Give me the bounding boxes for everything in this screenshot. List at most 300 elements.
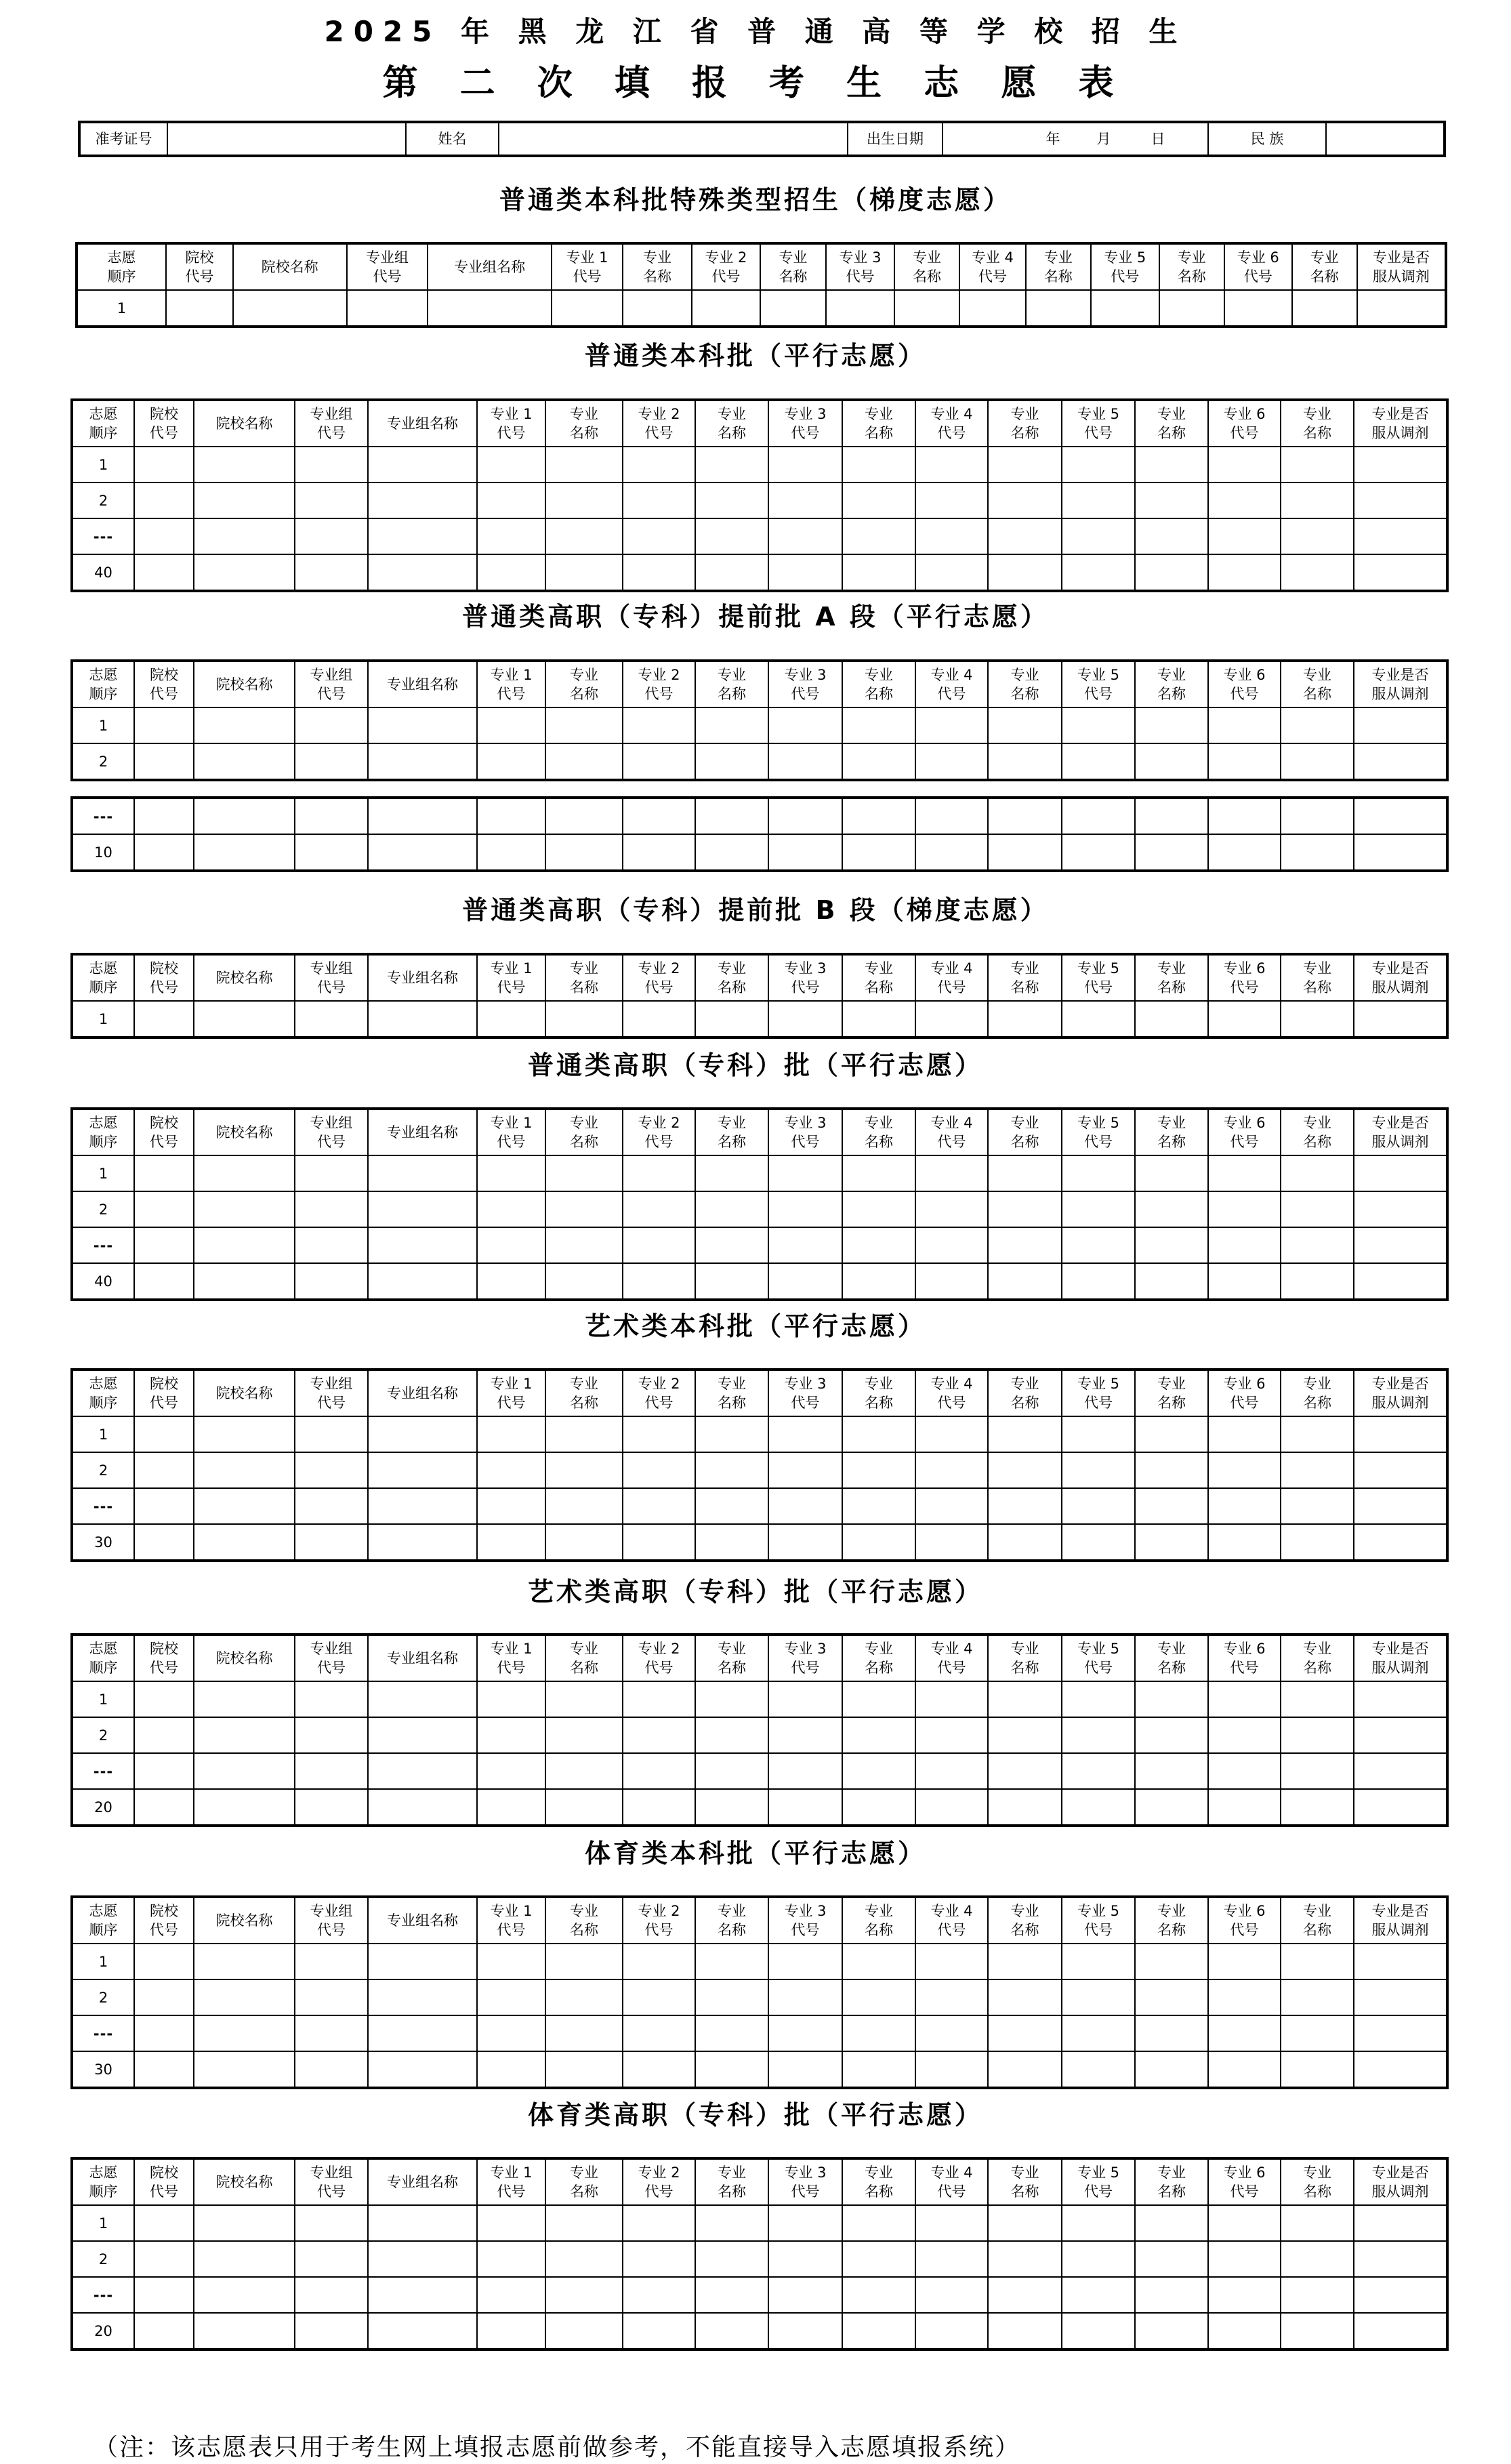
input-cell[interactable] — [842, 1452, 915, 1488]
input-cell[interactable] — [295, 1753, 368, 1789]
input-cell[interactable] — [1354, 1488, 1447, 1524]
input-cell[interactable] — [1208, 1789, 1281, 1826]
input-cell[interactable] — [477, 1452, 545, 1488]
input-cell[interactable] — [1354, 834, 1447, 871]
input-cell[interactable] — [842, 1488, 915, 1524]
input-cell[interactable] — [477, 2277, 545, 2313]
input-cell[interactable] — [842, 2277, 915, 2313]
input-cell[interactable] — [695, 1753, 768, 1789]
input-cell[interactable] — [695, 798, 768, 834]
input-cell[interactable] — [623, 2205, 695, 2241]
input-cell[interactable] — [134, 1681, 194, 1717]
input-cell[interactable] — [695, 2205, 768, 2241]
ethnicity-field[interactable] — [1326, 122, 1445, 156]
input-cell[interactable] — [1281, 1717, 1354, 1753]
input-cell[interactable] — [1281, 2277, 1354, 2313]
input-cell[interactable] — [194, 743, 295, 780]
input-cell[interactable] — [194, 2277, 295, 2313]
input-cell[interactable] — [988, 1524, 1062, 1561]
input-cell[interactable] — [695, 2051, 768, 2088]
input-cell[interactable] — [1354, 482, 1447, 518]
input-cell[interactable] — [842, 1416, 915, 1452]
input-cell[interactable] — [1135, 2015, 1208, 2051]
input-cell[interactable] — [368, 447, 477, 482]
input-cell[interactable] — [695, 447, 768, 482]
input-cell[interactable] — [1062, 1753, 1135, 1789]
input-cell[interactable] — [988, 1001, 1062, 1038]
input-cell[interactable] — [1062, 1191, 1135, 1227]
input-cell[interactable] — [1062, 2051, 1135, 2088]
input-cell[interactable] — [1354, 1227, 1447, 1263]
input-cell[interactable] — [134, 1717, 194, 1753]
input-cell[interactable] — [1208, 2205, 1281, 2241]
input-cell[interactable] — [915, 1681, 988, 1717]
input-cell[interactable] — [477, 2313, 545, 2349]
input-cell[interactable] — [988, 1227, 1062, 1263]
input-cell[interactable] — [768, 1227, 842, 1263]
input-cell[interactable] — [623, 482, 695, 518]
input-cell[interactable] — [1354, 1001, 1447, 1038]
input-cell[interactable] — [295, 1979, 368, 2015]
input-cell[interactable] — [623, 1416, 695, 1452]
input-cell[interactable] — [194, 2241, 295, 2277]
input-cell[interactable] — [295, 1263, 368, 1300]
input-cell[interactable] — [368, 1155, 477, 1191]
input-cell[interactable] — [1135, 743, 1208, 780]
input-cell[interactable] — [1281, 1789, 1354, 1826]
input-cell[interactable] — [1281, 482, 1354, 518]
input-cell[interactable] — [477, 447, 545, 482]
input-cell[interactable] — [1135, 1979, 1208, 2015]
input-cell[interactable] — [623, 1753, 695, 1789]
input-cell[interactable] — [623, 1717, 695, 1753]
input-cell[interactable] — [194, 1191, 295, 1227]
input-cell[interactable] — [477, 1001, 545, 1038]
input-cell[interactable] — [842, 1753, 915, 1789]
input-cell[interactable] — [623, 2313, 695, 2349]
input-cell[interactable] — [894, 290, 959, 327]
input-cell[interactable] — [695, 1227, 768, 1263]
input-cell[interactable] — [368, 1681, 477, 1717]
input-cell[interactable] — [477, 2015, 545, 2051]
input-cell[interactable] — [1224, 290, 1292, 327]
input-cell[interactable] — [194, 1524, 295, 1561]
input-cell[interactable] — [368, 1789, 477, 1826]
input-cell[interactable] — [695, 554, 768, 591]
input-cell[interactable] — [915, 1789, 988, 1826]
input-cell[interactable] — [988, 1416, 1062, 1452]
input-cell[interactable] — [368, 2051, 477, 2088]
input-cell[interactable] — [1354, 447, 1447, 482]
input-cell[interactable] — [1062, 1263, 1135, 1300]
input-cell[interactable] — [194, 834, 295, 871]
input-cell[interactable] — [1208, 707, 1281, 743]
input-cell[interactable] — [1062, 1227, 1135, 1263]
input-cell[interactable] — [623, 447, 695, 482]
input-cell[interactable] — [842, 1717, 915, 1753]
input-cell[interactable] — [623, 1263, 695, 1300]
input-cell[interactable] — [134, 1789, 194, 1826]
input-cell[interactable] — [295, 743, 368, 780]
input-cell[interactable] — [1062, 1979, 1135, 2015]
input-cell[interactable] — [1135, 1524, 1208, 1561]
input-cell[interactable] — [842, 447, 915, 482]
input-cell[interactable] — [695, 2313, 768, 2349]
input-cell[interactable] — [915, 834, 988, 871]
input-cell[interactable] — [988, 1452, 1062, 1488]
input-cell[interactable] — [368, 2205, 477, 2241]
input-cell[interactable] — [768, 2241, 842, 2277]
input-cell[interactable] — [695, 1001, 768, 1038]
input-cell[interactable] — [295, 798, 368, 834]
input-cell[interactable] — [295, 834, 368, 871]
input-cell[interactable] — [368, 1001, 477, 1038]
input-cell[interactable] — [1135, 1001, 1208, 1038]
input-cell[interactable] — [1062, 1155, 1135, 1191]
input-cell[interactable] — [623, 554, 695, 591]
input-cell[interactable] — [368, 1452, 477, 1488]
input-cell[interactable] — [477, 482, 545, 518]
input-cell[interactable] — [1354, 1155, 1447, 1191]
input-cell[interactable] — [915, 1001, 988, 1038]
input-cell[interactable] — [477, 707, 545, 743]
input-cell[interactable] — [194, 1944, 295, 1979]
input-cell[interactable] — [915, 1263, 988, 1300]
input-cell[interactable] — [1281, 1944, 1354, 1979]
input-cell[interactable] — [194, 707, 295, 743]
input-cell[interactable] — [1208, 1717, 1281, 1753]
input-cell[interactable] — [545, 1191, 623, 1227]
input-cell[interactable] — [166, 290, 233, 327]
input-cell[interactable] — [915, 1944, 988, 1979]
input-cell[interactable] — [1354, 554, 1447, 591]
input-cell[interactable] — [194, 447, 295, 482]
input-cell[interactable] — [134, 2313, 194, 2349]
input-cell[interactable] — [194, 1416, 295, 1452]
input-cell[interactable] — [134, 1227, 194, 1263]
input-cell[interactable] — [295, 482, 368, 518]
input-cell[interactable] — [1281, 2205, 1354, 2241]
input-cell[interactable] — [623, 798, 695, 834]
input-cell[interactable] — [1091, 290, 1159, 327]
input-cell[interactable] — [1135, 1488, 1208, 1524]
input-cell[interactable] — [1354, 518, 1447, 554]
input-cell[interactable] — [768, 1488, 842, 1524]
input-cell[interactable] — [1135, 1717, 1208, 1753]
input-cell[interactable] — [1062, 798, 1135, 834]
input-cell[interactable] — [545, 1681, 623, 1717]
input-cell[interactable] — [477, 1263, 545, 1300]
input-cell[interactable] — [545, 1979, 623, 2015]
input-cell[interactable] — [1281, 518, 1354, 554]
input-cell[interactable] — [623, 1227, 695, 1263]
input-cell[interactable] — [623, 2051, 695, 2088]
input-cell[interactable] — [1208, 1524, 1281, 1561]
input-cell[interactable] — [842, 1001, 915, 1038]
input-cell[interactable] — [915, 1452, 988, 1488]
input-cell[interactable] — [1208, 1227, 1281, 1263]
input-cell[interactable] — [988, 447, 1062, 482]
input-cell[interactable] — [194, 1753, 295, 1789]
input-cell[interactable] — [915, 2015, 988, 2051]
input-cell[interactable] — [295, 2015, 368, 2051]
input-cell[interactable] — [915, 447, 988, 482]
input-cell[interactable] — [194, 798, 295, 834]
input-cell[interactable] — [1208, 1263, 1281, 1300]
input-cell[interactable] — [988, 798, 1062, 834]
input-cell[interactable] — [1208, 2051, 1281, 2088]
input-cell[interactable] — [623, 834, 695, 871]
input-cell[interactable] — [695, 2015, 768, 2051]
input-cell[interactable] — [134, 482, 194, 518]
input-cell[interactable] — [988, 1717, 1062, 1753]
input-cell[interactable] — [134, 1155, 194, 1191]
input-cell[interactable] — [194, 1681, 295, 1717]
input-cell[interactable] — [915, 2313, 988, 2349]
input-cell[interactable] — [295, 1227, 368, 1263]
input-cell[interactable] — [768, 1416, 842, 1452]
input-cell[interactable] — [477, 743, 545, 780]
input-cell[interactable] — [1062, 1416, 1135, 1452]
input-cell[interactable] — [768, 1979, 842, 2015]
input-cell[interactable] — [1135, 1155, 1208, 1191]
input-cell[interactable] — [545, 2015, 623, 2051]
input-cell[interactable] — [1281, 1524, 1354, 1561]
input-cell[interactable] — [623, 1944, 695, 1979]
input-cell[interactable] — [477, 2205, 545, 2241]
input-cell[interactable] — [1062, 1452, 1135, 1488]
input-cell[interactable] — [915, 707, 988, 743]
input-cell[interactable] — [988, 554, 1062, 591]
input-cell[interactable] — [295, 1789, 368, 1826]
input-cell[interactable] — [134, 2277, 194, 2313]
input-cell[interactable] — [623, 2277, 695, 2313]
input-cell[interactable] — [477, 1681, 545, 1717]
input-cell[interactable] — [842, 518, 915, 554]
input-cell[interactable] — [768, 1263, 842, 1300]
input-cell[interactable] — [768, 1155, 842, 1191]
input-cell[interactable] — [842, 798, 915, 834]
input-cell[interactable] — [545, 1789, 623, 1826]
input-cell[interactable] — [842, 1681, 915, 1717]
input-cell[interactable] — [1354, 2205, 1447, 2241]
input-cell[interactable] — [295, 1452, 368, 1488]
input-cell[interactable] — [194, 2205, 295, 2241]
input-cell[interactable] — [295, 1524, 368, 1561]
input-cell[interactable] — [988, 1488, 1062, 1524]
input-cell[interactable] — [1062, 1488, 1135, 1524]
input-cell[interactable] — [915, 2205, 988, 2241]
input-cell[interactable] — [545, 482, 623, 518]
input-cell[interactable] — [988, 2241, 1062, 2277]
input-cell[interactable] — [959, 290, 1025, 327]
input-cell[interactable] — [768, 554, 842, 591]
input-cell[interactable] — [623, 707, 695, 743]
input-cell[interactable] — [1281, 2241, 1354, 2277]
input-cell[interactable] — [194, 2051, 295, 2088]
input-cell[interactable] — [842, 554, 915, 591]
input-cell[interactable] — [1208, 1681, 1281, 1717]
input-cell[interactable] — [368, 1227, 477, 1263]
input-cell[interactable] — [368, 482, 477, 518]
input-cell[interactable] — [295, 447, 368, 482]
input-cell[interactable] — [1281, 1681, 1354, 1717]
input-cell[interactable] — [545, 554, 623, 591]
input-cell[interactable] — [194, 1227, 295, 1263]
input-cell[interactable] — [1354, 743, 1447, 780]
input-cell[interactable] — [768, 2051, 842, 2088]
input-cell[interactable] — [915, 1155, 988, 1191]
input-cell[interactable] — [768, 1001, 842, 1038]
input-cell[interactable] — [1354, 2277, 1447, 2313]
input-cell[interactable] — [1062, 1717, 1135, 1753]
input-cell[interactable] — [1281, 1155, 1354, 1191]
input-cell[interactable] — [368, 2277, 477, 2313]
input-cell[interactable] — [623, 1191, 695, 1227]
input-cell[interactable] — [134, 2015, 194, 2051]
input-cell[interactable] — [1281, 1191, 1354, 1227]
input-cell[interactable] — [1208, 1488, 1281, 1524]
input-cell[interactable] — [1208, 518, 1281, 554]
input-cell[interactable] — [1354, 1263, 1447, 1300]
input-cell[interactable] — [368, 1488, 477, 1524]
input-cell[interactable] — [768, 1753, 842, 1789]
input-cell[interactable] — [842, 743, 915, 780]
input-cell[interactable] — [1281, 1416, 1354, 1452]
input-cell[interactable] — [1281, 2313, 1354, 2349]
input-cell[interactable] — [545, 1717, 623, 1753]
input-cell[interactable] — [1281, 2015, 1354, 2051]
input-cell[interactable] — [695, 1979, 768, 2015]
input-cell[interactable] — [545, 2277, 623, 2313]
input-cell[interactable] — [134, 1263, 194, 1300]
input-cell[interactable] — [1062, 554, 1135, 591]
input-cell[interactable] — [768, 2015, 842, 2051]
input-cell[interactable] — [1135, 482, 1208, 518]
input-cell[interactable] — [1159, 290, 1224, 327]
input-cell[interactable] — [545, 2241, 623, 2277]
input-cell[interactable] — [545, 707, 623, 743]
input-cell[interactable] — [477, 554, 545, 591]
input-cell[interactable] — [768, 1191, 842, 1227]
input-cell[interactable] — [368, 2241, 477, 2277]
input-cell[interactable] — [1354, 1944, 1447, 1979]
input-cell[interactable] — [477, 1753, 545, 1789]
input-cell[interactable] — [1135, 1681, 1208, 1717]
input-cell[interactable] — [1135, 2051, 1208, 2088]
input-cell[interactable] — [477, 1524, 545, 1561]
input-cell[interactable] — [1062, 1681, 1135, 1717]
input-cell[interactable] — [295, 1416, 368, 1452]
input-cell[interactable] — [842, 2205, 915, 2241]
input-cell[interactable] — [295, 1717, 368, 1753]
input-cell[interactable] — [768, 1524, 842, 1561]
input-cell[interactable] — [1135, 2277, 1208, 2313]
input-cell[interactable] — [1281, 1227, 1354, 1263]
input-cell[interactable] — [295, 1488, 368, 1524]
input-cell[interactable] — [295, 1155, 368, 1191]
input-cell[interactable] — [368, 1416, 477, 1452]
input-cell[interactable] — [915, 2051, 988, 2088]
input-cell[interactable] — [545, 1227, 623, 1263]
input-cell[interactable] — [1354, 1681, 1447, 1717]
input-cell[interactable] — [695, 1488, 768, 1524]
input-cell[interactable] — [194, 2313, 295, 2349]
input-cell[interactable] — [545, 834, 623, 871]
input-cell[interactable] — [545, 1416, 623, 1452]
input-cell[interactable] — [842, 1944, 915, 1979]
input-cell[interactable] — [1062, 743, 1135, 780]
input-cell[interactable] — [988, 2313, 1062, 2349]
input-cell[interactable] — [915, 2241, 988, 2277]
input-cell[interactable] — [1354, 2015, 1447, 2051]
input-cell[interactable] — [134, 1944, 194, 1979]
input-cell[interactable] — [842, 834, 915, 871]
input-cell[interactable] — [368, 1524, 477, 1561]
input-cell[interactable] — [988, 1789, 1062, 1826]
input-cell[interactable] — [915, 482, 988, 518]
input-cell[interactable] — [1208, 2015, 1281, 2051]
input-cell[interactable] — [347, 290, 428, 327]
input-cell[interactable] — [768, 447, 842, 482]
input-cell[interactable] — [295, 707, 368, 743]
input-cell[interactable] — [368, 2313, 477, 2349]
input-cell[interactable] — [368, 554, 477, 591]
input-cell[interactable] — [545, 798, 623, 834]
input-cell[interactable] — [988, 2277, 1062, 2313]
input-cell[interactable] — [295, 1001, 368, 1038]
input-cell[interactable] — [915, 1979, 988, 2015]
input-cell[interactable] — [194, 1789, 295, 1826]
input-cell[interactable] — [915, 2277, 988, 2313]
input-cell[interactable] — [1354, 1753, 1447, 1789]
input-cell[interactable] — [988, 1979, 1062, 2015]
input-cell[interactable] — [1354, 1416, 1447, 1452]
input-cell[interactable] — [623, 1488, 695, 1524]
input-cell[interactable] — [134, 1979, 194, 2015]
input-cell[interactable] — [1135, 447, 1208, 482]
input-cell[interactable] — [695, 1944, 768, 1979]
input-cell[interactable] — [1135, 2205, 1208, 2241]
input-cell[interactable] — [915, 1717, 988, 1753]
input-cell[interactable] — [1354, 798, 1447, 834]
input-cell[interactable] — [1208, 2313, 1281, 2349]
input-cell[interactable] — [545, 2205, 623, 2241]
input-cell[interactable] — [1208, 1416, 1281, 1452]
input-cell[interactable] — [134, 447, 194, 482]
input-cell[interactable] — [1135, 1416, 1208, 1452]
input-cell[interactable] — [1354, 1191, 1447, 1227]
input-cell[interactable] — [1281, 447, 1354, 482]
input-cell[interactable] — [768, 743, 842, 780]
input-cell[interactable] — [623, 1001, 695, 1038]
input-cell[interactable] — [695, 2241, 768, 2277]
input-cell[interactable] — [1354, 2241, 1447, 2277]
input-cell[interactable] — [477, 1416, 545, 1452]
input-cell[interactable] — [134, 1191, 194, 1227]
input-cell[interactable] — [1062, 1789, 1135, 1826]
input-cell[interactable] — [477, 518, 545, 554]
input-cell[interactable] — [1208, 2241, 1281, 2277]
input-cell[interactable] — [477, 1789, 545, 1826]
input-cell[interactable] — [1208, 834, 1281, 871]
input-cell[interactable] — [842, 482, 915, 518]
input-cell[interactable] — [134, 1452, 194, 1488]
input-cell[interactable] — [768, 1681, 842, 1717]
input-cell[interactable] — [477, 2051, 545, 2088]
input-cell[interactable] — [768, 1717, 842, 1753]
input-cell[interactable] — [1062, 2313, 1135, 2349]
